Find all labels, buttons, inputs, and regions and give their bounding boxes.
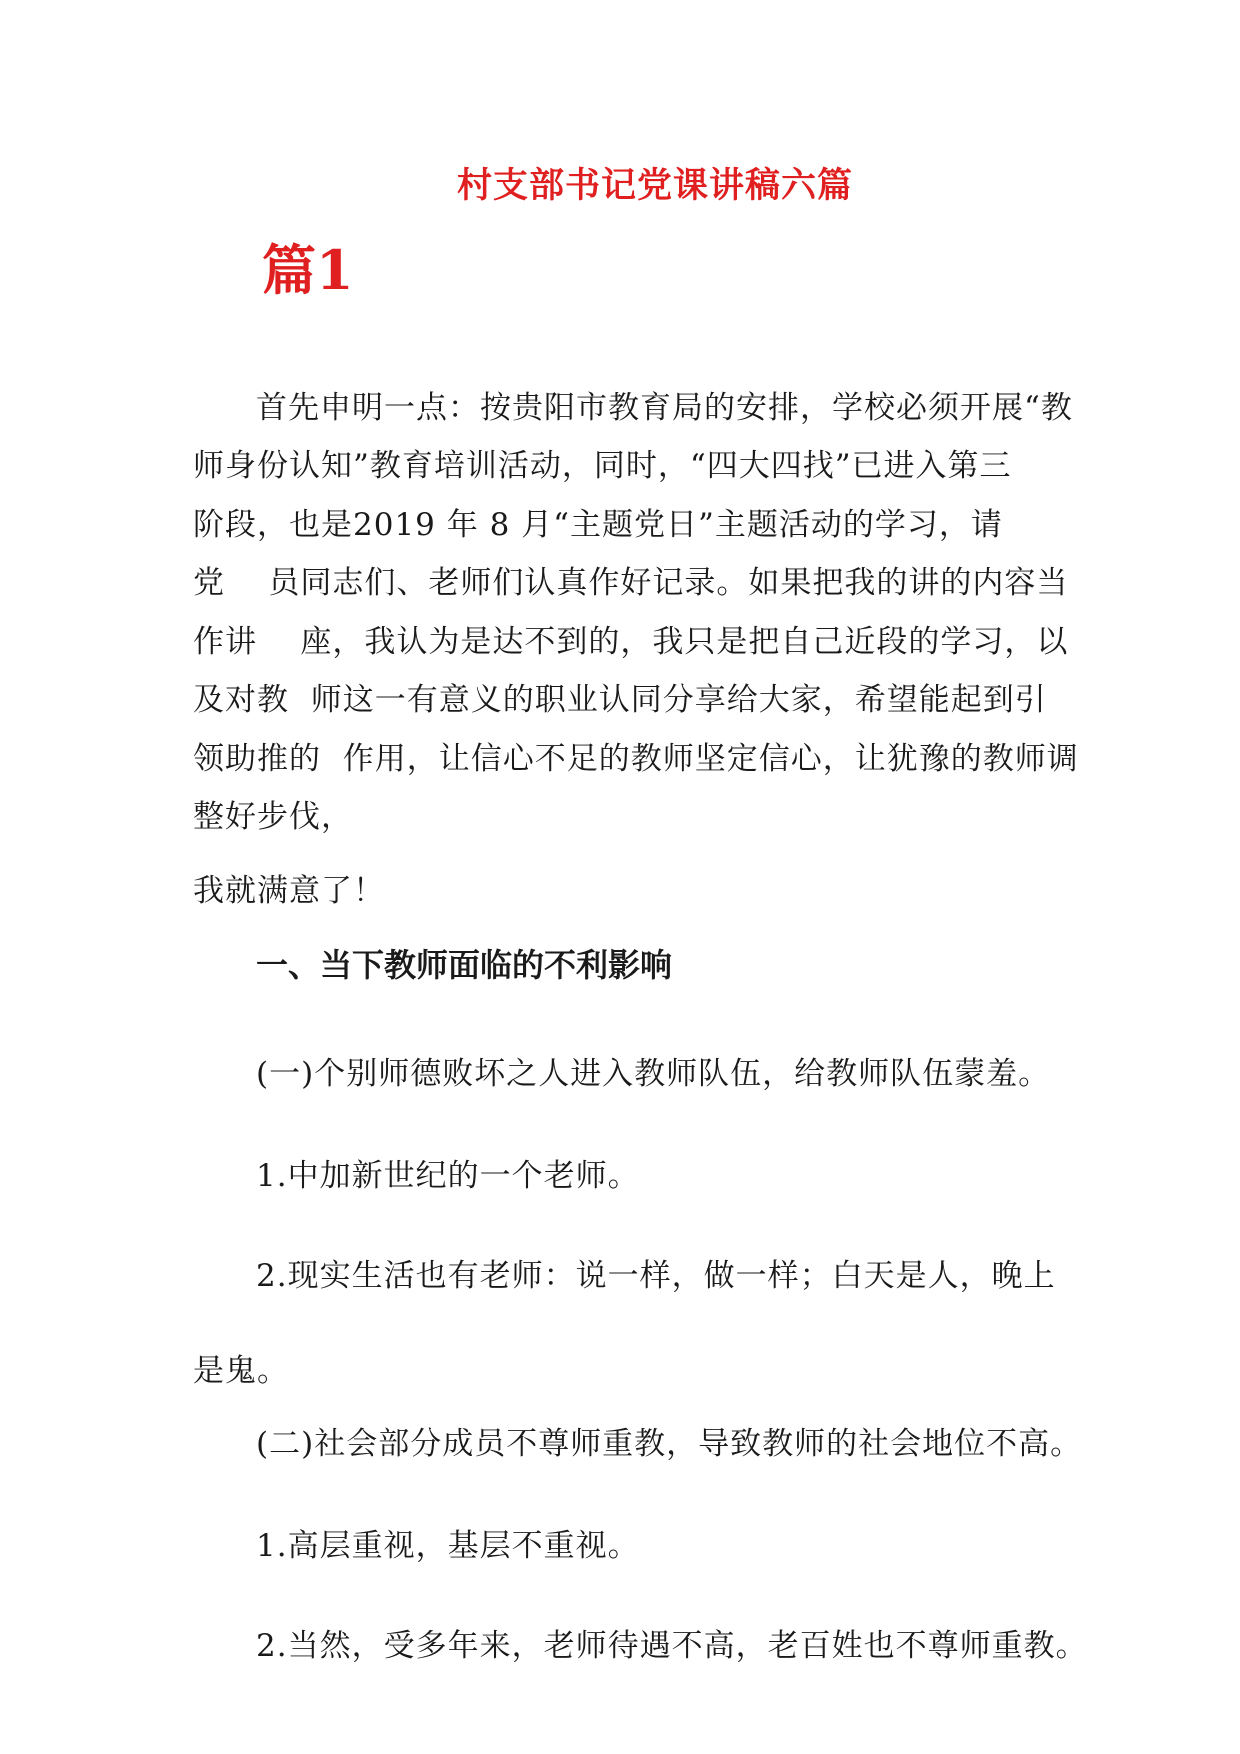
subheading-one: (一)个别师德败坏之人进入教师队伍，给教师队伍蒙羞。 [256, 1056, 1051, 1092]
intro-line: 阶段，也是2019 年 8 月“主题党日”主题活动的学习，请 [193, 507, 1003, 543]
intro-line: 领助推的 作用，让信心不足的教师坚定信心，让犹豫的教师调 [193, 741, 1079, 777]
section-heading: 篇1 [262, 238, 354, 302]
heading-one: 一、当下教师面临的不利影响 [256, 946, 673, 984]
list-item: 1.中加新世纪的一个老师。 [256, 1158, 640, 1194]
intro-line: 作讲 座，我认为是达不到的，我只是把自己近段的学习，以 [193, 624, 1069, 660]
list-item: 2.当然，受多年来，老师待遇不高，老百姓也不尊师重教。 [256, 1628, 1088, 1664]
closing-line: 我就满意了！ [193, 873, 385, 909]
document-title: 村支部书记党课讲稿六篇 [456, 165, 853, 206]
subheading-two: (二)社会部分成员不尊师重教，导致教师的社会地位不高。 [256, 1426, 1083, 1462]
intro-line: 整好步伐， [193, 799, 353, 835]
list-item: 1.高层重视，基层不重视。 [256, 1528, 640, 1564]
list-item: 2.现实生活也有老师：说一样，做一样；白天是人，晚上 [256, 1258, 1056, 1294]
intro-line: 及对教 师这一有意义的职业认同分享给大家，希望能起到引 [193, 682, 1047, 718]
intro-line: 师身份认知”教育培训活动，同时，“四大四找”已进入第三 [193, 448, 1012, 484]
intro-line: 党 员同志们、老师们认真作好记录。如果把我的讲的内容当 [193, 565, 1069, 601]
intro-line: 首先申明一点：按贵阳市教育局的安排，学校必须开展“教 [256, 390, 1073, 426]
list-item-continuation: 是鬼。 [193, 1353, 289, 1389]
